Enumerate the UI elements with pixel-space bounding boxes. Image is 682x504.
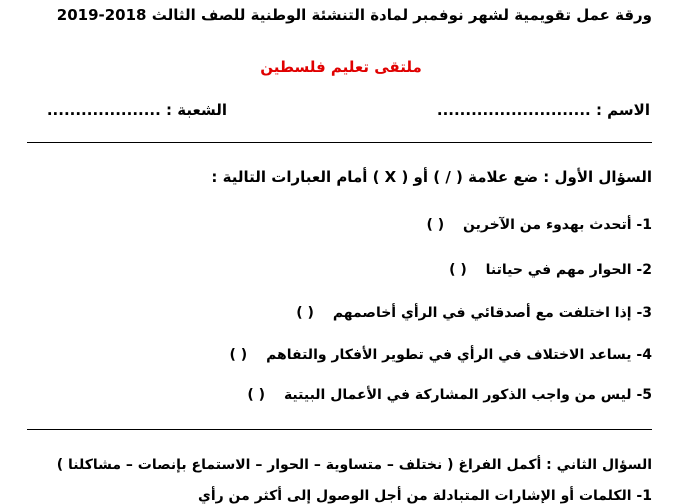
header-divider — [27, 142, 652, 143]
answer-bracket: ( ) — [229, 347, 248, 363]
item-text: 4- يساعد الاختلاف في الرأي في تطوير الأفكار والتفاهم — [266, 347, 652, 363]
answer-bracket: ( ) — [247, 387, 266, 403]
section-divider — [27, 429, 652, 430]
worksheet-title: ورقة عمل تقويمية لشهر نوفمبر لمادة التنشئة الوطنية للصف الثالث 2018-2019 — [56, 6, 652, 24]
worksheet-subtitle: ملتقى تعليم فلسطين — [260, 58, 422, 76]
answer-bracket: ( ) — [449, 262, 467, 278]
question1-item — [449, 262, 652, 278]
question1-title: السؤال الأول : ضع علامة ( / ) أو ( X ) أمام العبارات التالية : — [211, 168, 652, 186]
answer-bracket: ( ) — [296, 305, 314, 321]
question1-item — [296, 305, 652, 321]
answer-bracket: ( ) — [426, 217, 445, 233]
student-section-field: الشعبة : .................... — [46, 101, 227, 119]
item-text: 3- إذا اختلفت مع أصدقائي في الرأي أخاصمهم — [332, 305, 652, 321]
question2-title: السؤال الثاني : أكمل الفراغ ( نختلف – متساوية – الحوار – الاستماع بإنصات – مشاكلنا ) — [56, 457, 652, 473]
question1-item — [230, 347, 652, 363]
question2-first-line: 1- الكلمات أو الإشارات المتبادلة من أجل الوصول إلى أكثر من رأي — [197, 488, 652, 504]
student-name-field: الاسم : ........................... — [436, 101, 650, 119]
item-text: 5- ليس من واجب الذكور المشاركة في الأعمال البيتية — [283, 387, 652, 403]
question1-item — [427, 217, 653, 233]
question1-item — [247, 387, 652, 403]
item-text: 2- الحوار مهم في حياتنا — [485, 262, 652, 278]
item-text: 1- أتحدث بهدوء من الآخرين — [463, 217, 652, 233]
